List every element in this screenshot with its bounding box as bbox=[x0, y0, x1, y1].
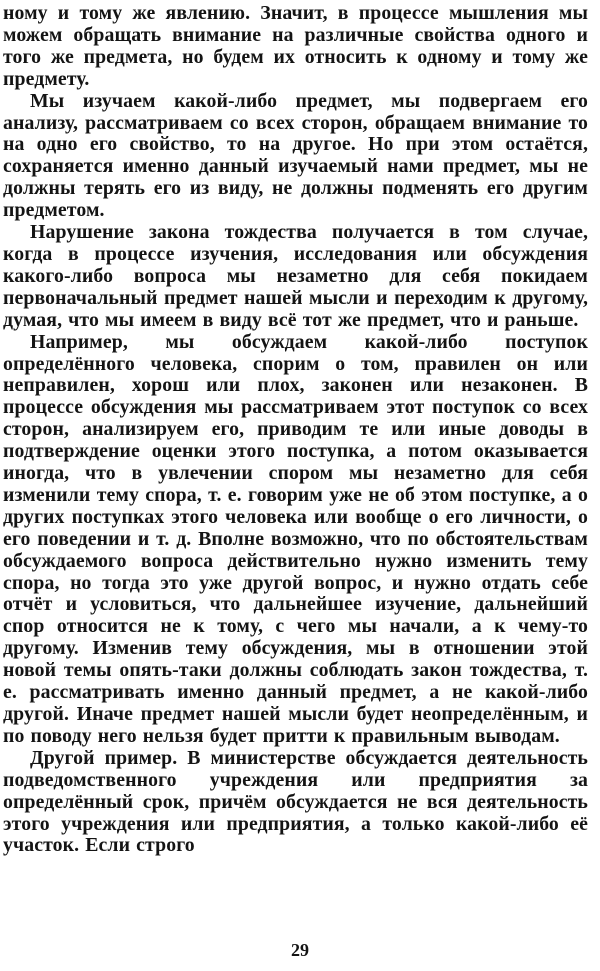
paragraph-example-ministry: Другой пример. В министерстве обсуждается деятельность подведомственного учреждения или предприятия за определённый срок, причём обсуждается не вся деятельность этого учреждения или предприятия, а только какой-либо её участок. Если строго bbox=[3, 746, 588, 857]
body-text bbox=[3, 3, 588, 857]
paragraph-example-dispute: Например, мы обсуждаем какой-либо поступок определённого человека, спорим о том, правилен он или неправилен, хорош или плох, законен или незаконен. В процессе обсуждения мы рассматриваем этот поступок со всех сторон, анализируем его, приводим те или иные доводы в подтверждение оценки этого поступка, а потом оказывается иногда, что в увлечении спором мы незаметно для себя изменили тему спора, т. е. говорим уже не об этом поступке, а о других поступках этого человека или вообще о его личности, о его поведении и т. д. Вполне возможно, что по обстоятельствам обсуждаемого вопроса действительно нужно изменить тему спора, но тогда это уже другой вопрос, и нужно отдать себе отчёт и условиться, что дальнейшее изучение, дальнейший спор относится не к тому, с чего мы начали, а к чему-то другому. Изменив тему обсуждения, мы в отношении этой новой темы опять-таки должны соблюдать закон тождества, т. е. рассматривать именно данный предмет, а не какой-либо другой. Иначе предмет нашей мысли будет неопределённым, и по поводу него нельзя будет притти к правильным выводам. bbox=[3, 330, 588, 747]
paragraph-continuation: ному и тому же явлению. Значит, в процессе мышления мы можем обращать внимание на различные свойства одного и того же предмета, но будем их относить к одному и тому же предмету. bbox=[3, 2, 588, 90]
paragraph-analysis: Мы изучаем какой-либо предмет, мы подвергаем его анализу, рассматриваем со всех сторон, обращаем внимание то на одно его свойство, то на другое. Но при этом остаётся, сохраняется именно данный изучаемый нами предмет, мы не должны терять его из виду, не должны подменять его другим предметом. bbox=[3, 89, 588, 222]
paragraph-violation: Нарушение закона тождества получается в том случае, когда в процессе изучения, исследования или обсуждения какого-либо вопроса мы незаметно для себя покидаем первоначальный предмет нашей мысли и переходим к другому, думая, что мы имеем в виду всё тот же предмет, что и раньше. bbox=[3, 221, 588, 331]
page-number: 29 bbox=[291, 940, 309, 960]
